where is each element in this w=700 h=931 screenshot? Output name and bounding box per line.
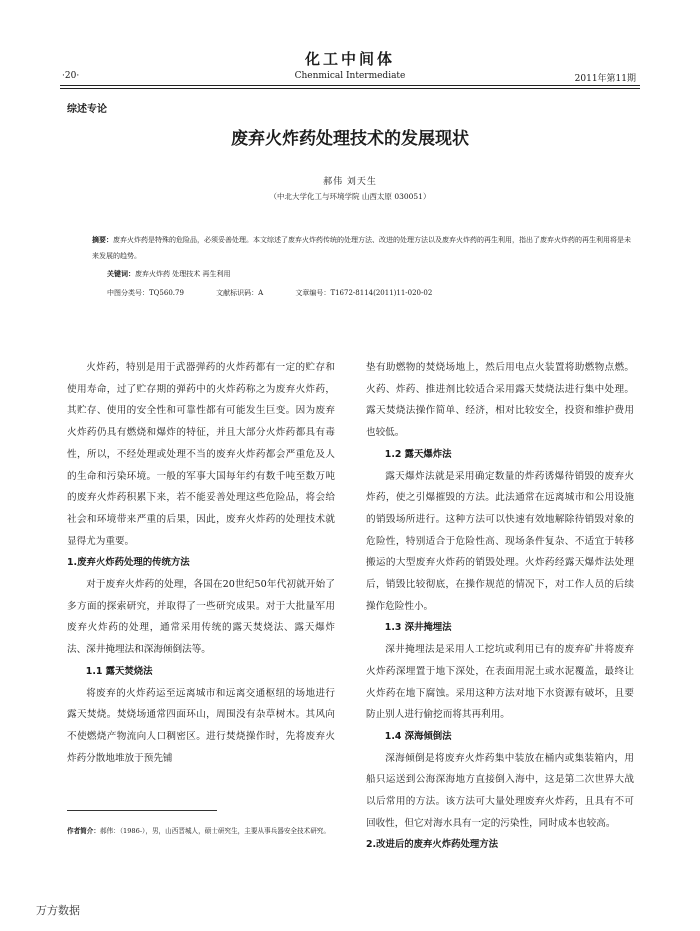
keywords — [107, 266, 230, 282]
classification-line — [107, 285, 432, 301]
body-paragraph: 深井掩埋法是采用人工挖坑或利用已有的废弃矿井将废弃火炸药深埋置于地下深处，在表面用泥土或水泥覆盖，最终让火炸药在地下腐蚀。采用这种方法对地下水资源有破坏，且要防止别人进行偷挖而将其再利用。 — [366, 644, 634, 721]
authors: 郝伟 刘天生 — [323, 177, 377, 187]
journal-english-name: Chenmical Intermediate — [294, 71, 406, 81]
article-id-value: T1672-8114(2011)11-020-02 — [330, 289, 433, 297]
header-rule-thin — [60, 88, 640, 89]
abstract — [92, 232, 632, 264]
section-tag: 综述专论 — [67, 104, 107, 115]
clc-value: TQ560.79 — [149, 289, 184, 297]
doc-code-value: A — [258, 289, 264, 297]
article-title: 废弃火炸药处理技术的发展现状 — [231, 129, 469, 149]
section-heading: 1.废弃火炸药处理的传统方法 — [67, 557, 190, 569]
right-column — [366, 357, 634, 856]
journal-title: 化工中间体 — [304, 50, 395, 68]
article-id-label: 文章编号： — [295, 289, 331, 297]
left-column — [67, 357, 335, 769]
subsection-heading: 1.3 深井掩埋法 — [384, 622, 452, 634]
keywords-text: 废弃火炸药 处理技术 再生利用 — [135, 270, 231, 278]
body-paragraph: 对于废弃火炸药的处理，各国在20世纪50年代初就开始了多方面的探索研究，并取得了一些研究成果。对于大批量军用废弃火炸药的处理，通常采用传统的露天焚烧法、露天爆炸法、深井掩埋法和深海倾倒法等。 — [67, 579, 335, 656]
body-paragraph-continued: 垫有助燃物的焚烧场地上，然后用电点火装置将助燃物点燃。火药、炸药、推进剂比较适合采用露天焚烧法进行集中处理。露天焚烧法操作简单、经济，相对比较安全，投资和维护费用也较低。 — [366, 362, 634, 439]
abstract-label: 摘要： — [92, 235, 113, 244]
header-rule — [60, 85, 640, 86]
issue-label: 2011年第11期 — [574, 74, 636, 84]
clc-label: 中图分类号： — [107, 289, 149, 297]
abstract-text: 废弃火炸药是特殊的危险品，必须妥善处理。本文综述了废弃火炸药传统的处理方法、改进的处理方法以及废弃火炸药的再生利用，指出了废弃火炸药的再生利用将是未来发展的趋势。 — [92, 236, 631, 260]
watermark: 万方数据 — [36, 904, 80, 917]
section-heading: 2.改进后的废弃火炸药处理方法 — [366, 839, 498, 851]
body-paragraph: 露天爆炸法就是采用确定数量的炸药诱爆待销毁的废弃火炸药，使之引爆摧毁的方法。此法通常在远离城市和公用设施的销毁场所进行。这种方法可以快速有效地解除待销毁对象的危险性，特别适合于危险性高、现场条件复杂、不适宜于转移搬运的大型废弃火炸药的销毁处理。火炸药经露天爆炸法处理后，销毁比较彻底，在操作规范的情况下，对工作人员的后续操作危险性小。 — [366, 470, 634, 612]
footnote-text: 郝伟：（1986-），男，山西晋城人，硕士研究生，主要从事兵器安全技术研究。 — [99, 827, 330, 835]
intro-paragraph: 火炸药，特别是用于武器弹药的火炸药都有一定的贮存和使用寿命，过了贮存期的弹药中的火炸药称之为废弃火炸药，其贮存、使用的安全性和可靠性都有可能发生巨变。因为废弃火炸药仍具有燃烧和爆炸的特征，并且大部分火炸药都具有毒性，所以，不经处理或处理不当的废弃火炸药都会严重危及人的生命和污染环境。一般的军事大国每年约有数千吨至数万吨的废弃火炸药积累下来，若不能妥善处理这些危险品，将会给社会和环境带来严重的后果，因此，废弃火炸药的处理技术就显得尤为重要。 — [67, 362, 335, 547]
doc-code-label: 文献标识码： — [216, 289, 259, 297]
keywords-label: 关键词： — [107, 269, 135, 278]
subsection-heading: 1.1 露天焚烧法 — [85, 665, 153, 677]
body-paragraph: 深海倾倒是将废弃火炸药集中装放在桶内或集装箱内，用船只运送到公海深海地方直接倒入海中，这是第二次世界大战以后常用的方法。该方法可大量处理废弃火炸药，且具有不可回收性，但它对海水具有一定的污染性，同时成本也较高。 — [366, 752, 634, 829]
body-paragraph: 将废弃的火炸药运至远离城市和远离交通枢纽的场地进行露天焚烧。焚烧场通常四面环山，周围没有杂草树木。其风向不使燃烧产物流向人口稠密区。进行焚烧操作时，先将废弃火炸药分散地堆放于预先铺 — [67, 687, 335, 764]
page-number: ·20· — [62, 71, 80, 81]
footnote-label: 作者简介： — [67, 827, 100, 835]
subsection-heading: 1.2 露天爆炸法 — [384, 448, 452, 460]
subsection-heading: 1.4 深海倾倒法 — [384, 730, 452, 742]
author-footnote — [67, 826, 342, 837]
affiliation: （中北大学化工与环境学院 山西太原 030051） — [269, 192, 431, 201]
footnote-rule — [67, 810, 217, 811]
